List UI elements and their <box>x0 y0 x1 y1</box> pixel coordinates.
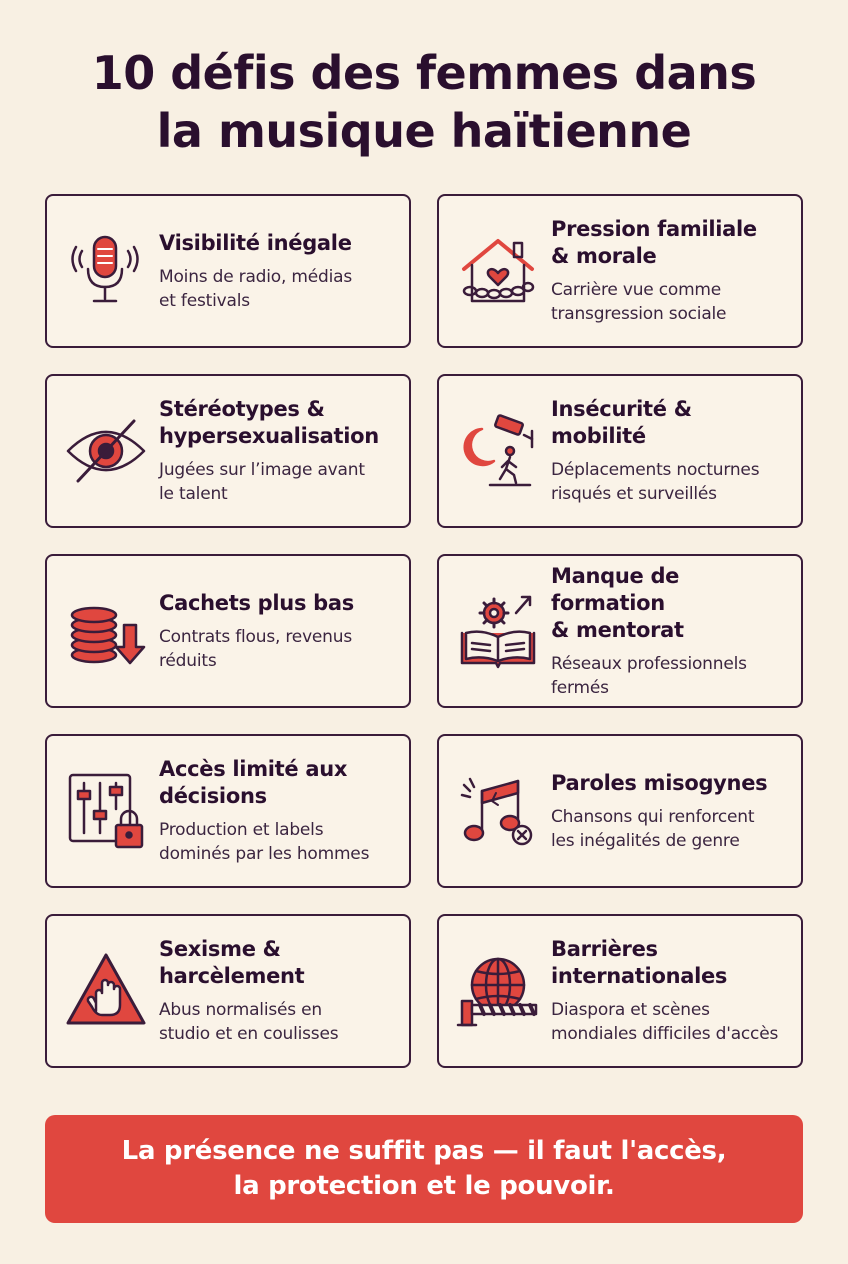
card-description: Réseaux professionnels fermés <box>551 653 747 698</box>
card-title: Sexisme & harcèlement <box>159 937 305 988</box>
card-description: Carrière vue comme transgression sociale <box>551 280 727 324</box>
mixer-lock-icon <box>61 766 151 856</box>
conclusion-banner <box>45 1115 803 1223</box>
card-formation <box>437 554 803 708</box>
banner-line-1: La présence ne suffit pas — il faut l'accès, <box>121 1136 727 1166</box>
card-acces-decisions <box>45 734 411 888</box>
microphone-icon <box>61 226 151 316</box>
page-title-line-2: la musique haïtienne <box>156 104 692 158</box>
banner-line-2: la protection et le pouvoir. <box>233 1171 615 1201</box>
coins-down-icon <box>61 586 151 676</box>
card-paroles <box>437 734 803 888</box>
card-title: Paroles misogynes <box>551 770 768 795</box>
card-insecurite <box>437 374 803 528</box>
card-description: Jugées sur l’image avant le talent <box>159 460 365 504</box>
card-title: Insécurité & mobilité <box>551 397 692 448</box>
card-barrieres <box>437 914 803 1068</box>
card-pression-familiale <box>437 194 803 348</box>
card-description: Diaspora et scènes mondiales difficiles d'accès <box>551 1000 779 1044</box>
card-description: Déplacements nocturnes risqués et surveillés <box>551 460 760 504</box>
card-title: Pression familiale & morale <box>551 217 757 268</box>
card-title: Cachets plus bas <box>159 590 354 615</box>
page-title-line-1: 10 défis des femmes dans <box>91 46 757 100</box>
challenges-grid <box>45 194 803 1068</box>
card-description: Contrats flous, revenus réduits <box>159 626 352 671</box>
card-description: Production et labels dominés par les hommes <box>159 820 370 864</box>
card-title: Stéréotypes & hypersexualisation <box>159 397 379 448</box>
card-description: Abus normalisés en studio et en coulisses <box>159 1000 339 1044</box>
eye-slash-icon <box>61 406 151 496</box>
globe-barrier-icon <box>453 946 543 1036</box>
card-title: Visibilité inégale <box>159 230 352 255</box>
card-title: Accès limité aux décisions <box>159 757 348 808</box>
broken-music-note-icon <box>453 766 543 856</box>
card-title: Manque de formation & mentorat <box>551 563 684 642</box>
book-gear-icon <box>453 586 543 676</box>
card-description: Moins de radio, médias et festivals <box>159 266 353 311</box>
house-chain-icon <box>453 226 543 316</box>
card-description: Chansons qui renforcent les inégalités de genre <box>551 806 755 851</box>
card-stereotypes <box>45 374 411 528</box>
card-title: Barrières internationales <box>551 937 728 988</box>
warning-hand-icon <box>61 946 151 1036</box>
card-visibilite <box>45 194 411 348</box>
moon-camera-walker-icon <box>453 406 543 496</box>
card-sexisme <box>45 914 411 1068</box>
card-cachets <box>45 554 411 708</box>
page-title <box>0 44 848 160</box>
